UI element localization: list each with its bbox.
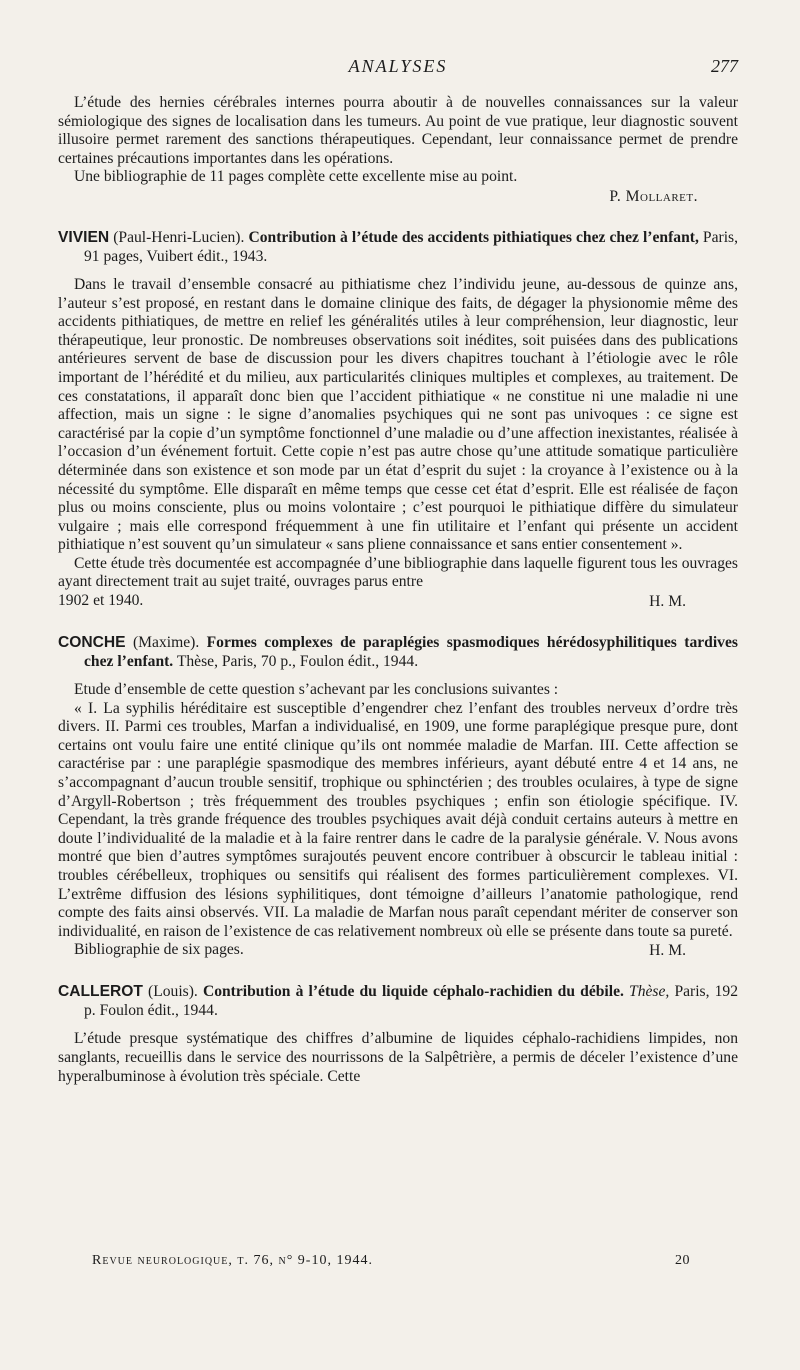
review-heading <box>58 633 738 671</box>
review-heading <box>58 982 738 1020</box>
review-paragraph: Etude d’ensemble de cette question s’achevant par les conclusions suivantes : <box>74 681 559 699</box>
review-work-title: Contribution à l’étude des accidents pithiatiques chez chez l’enfant, <box>248 228 699 246</box>
review-author: CONCHE <box>58 634 126 652</box>
review-entry <box>58 982 738 1086</box>
signature: H. M. <box>649 942 686 960</box>
intro-review-tail <box>58 94 738 206</box>
intro-paragraph: L’étude des hernies cérébrales internes pourra aboutir à de nouvelles connaissances sur la valeur sémiologique des signes de localisation dans les tumeurs. Au point de vue pratique, leur diagnostic souvent illusoire permet rarement des sanctions thérapeutiques. Cependant, leur connaissance permet de prendre certaines précautions importantes dans les opérations. <box>58 94 738 167</box>
review-paragraph: Cette étude très documentée est accompagnée d’une bibliographie dans laquelle figurent tous les ouvrages ayant directement trait au sujet traité, ouvrages parus entre <box>58 554 738 591</box>
review-bibliography: Bibliographie de six pages. <box>74 941 244 959</box>
running-title: ANALYSES <box>348 56 448 76</box>
journal-page <box>58 56 738 1086</box>
review-publication-type: Thèse, <box>629 983 670 1001</box>
journal-citation: Revue neurologique, t. 76, n° 9-10, 1944. <box>92 1253 373 1268</box>
intro-bibliography: Une bibliographie de 11 pages complète cette excellente mise au point. <box>74 168 518 186</box>
review-last-line <box>58 941 738 960</box>
review-author-given: (Louis). <box>148 983 198 1001</box>
review-publication: Paris, 91 pages, Vuibert édit., 1943. <box>84 228 739 265</box>
review-heading <box>58 228 738 266</box>
signature: P. Mollaret. <box>609 187 698 205</box>
review-entry <box>58 633 738 960</box>
review-entry <box>58 228 738 611</box>
page-number: 277 <box>711 56 738 76</box>
review-author-given: (Paul-Henri-Lucien). <box>113 228 245 246</box>
review-work-title: Formes complexes de paraplégies spasmodiques hérédosyphilitiques tardives chez l’enfant. <box>84 634 738 671</box>
running-head <box>58 56 738 80</box>
page-footer <box>92 1253 690 1269</box>
review-author: VIVIEN <box>58 228 110 246</box>
signature: H. M. <box>649 593 686 611</box>
review-publication: Thèse, Paris, 70 p., Foulon édit., 1944. <box>176 653 419 671</box>
sheet-number: 20 <box>675 1253 690 1268</box>
review-publication-details: Paris, 192 p. Foulon édit., 1944. <box>84 983 739 1020</box>
review-last-line <box>58 592 738 611</box>
review-paragraph: L’étude presque systématique des chiffres d’albumine de liquides céphalo-rachidiens limpides, non sanglants, recueillis dans le service des nourrissons de la Salpêtrière, a permis de déceler l’existence d’une hyperalbuminose à évolution très spéciale. Cette <box>58 1030 738 1085</box>
review-paragraph: Dans le travail d’ensemble consacré au pithiatisme chez l’individu jeune, au-dessous de quinze ans, l’auteur s’est proposé, en restant dans le domaine clinique des faits, de dégager la physionomie même des accidents pithiatiques, de mettre en relief les généralités utiles à leur compréhension, leur diagnostic, leur thérapeutique, leur pronostic. De nombreuses observations soit inédites, soit puisées dans des publications antérieures servent de base de discussion pour les divers chapitres touchant à l’étiologie avec le rôle important de l’hérédité et du milieu, aux particularités cliniques multiples et complexes, au traitement. De ces constatations, il apparaît donc bien que l’accident pithiatique « ne constitue ni une maladie ni une affection, mais un signe : le signe d’anomalies psychiques qui ne sont pas univoques : ce signe est caractérisé par la copie d’un symptôme fonctionnel d’une maladie ou d’une affection inexistantes, réalisée à l’occasion d’un événement fortuit. Cette copie n’est pas autre chose qu’une attitude somatique particulière déterminée dans son existence et son mode par un état d’esprit du sujet : la croyance à l’existence ou à la nécessité du symptôme. Elle disparaît en même temps que cesse cet état d’esprit. Elle est réalisée de façon plus ou moins consciente, plus ou moins volontaire ; c’est pourquoi le pithiatique diffère du simulateur vulgaire ; mais elle correspond fréquemment à une fin utilitaire et l’enfant qui présente un accident pithiatique n’est souvent qu’un simulateur « sans pliene connaissance et sans entier consentement ». <box>58 275 738 554</box>
review-work-title: Contribution à l’étude du liquide céphalo-rachidien du débile. <box>202 983 624 1001</box>
review-paragraph: « I. La syphilis héréditaire est susceptible d’engendrer chez l’enfant des troubles nerveux d’ordre très divers. II. Parmi ces troubles, Marfan a individualisé, en 1909, une forme paraplégique presque pure, dont certains ont voulu faire une entité clinique qu’ils ont nommée maladie de Marfan. III. Cette affection se caractérise par : une paraplégie spasmodique des membres inférieurs, ayant débuté entre 4 et 14 ans, ne s’accompagnant d’aucun trouble sensitif, trophique ou sphinctérien ; des troubles oculaires, à type de signe d’Argyll-Robertson ; très fréquemment des troubles psychiques ; enfin son étiologie spécifique. IV. Cependant, la très grande fréquence des troubles psychiques avait déjà conduit certains auteurs à mettre en doute l’individualité de la maladie et à la faire rentrer dans le cadre de la paralysie générale. V. Nous avons montré que bien d’autres symptômes surajoutés peuvent encore contribuer à obscurcir le tableau initial : troubles cérébelleux, trophiques ou sensitifs qui réalisent des formes particulièrement complexes. VI. L’extrême diffusion des lésions syphilitiques, dont témoigne d’ailleurs l’anatomie pathologique, rend compte des faits ainsi observés. VII. La maladie de Marfan nous paraît cependant mériter de conserver son individualité, en raison de l’existence de cas relativement nombreux où elle se présente dans toute sa pureté. <box>58 699 738 940</box>
review-author: CALLEROT <box>58 983 143 1001</box>
review-paragraph-end: 1902 et 1940. <box>58 592 144 610</box>
review-author-given: (Maxime). <box>132 634 200 652</box>
